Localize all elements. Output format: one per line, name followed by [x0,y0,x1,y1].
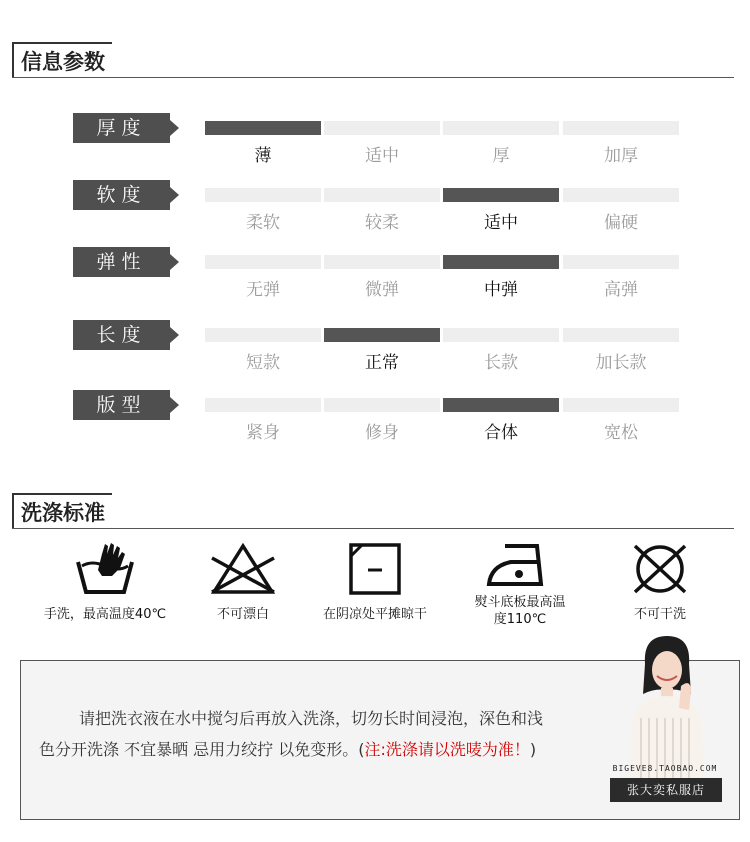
param-option-bar [324,398,440,412]
param-option [563,398,679,448]
param-option [205,398,321,448]
param-row-softness [73,180,683,240]
param-option-bar [563,188,679,202]
wash-note-line2-text: 色分开洗涤 不宜暴晒 忌用力绞拧 以免变形。( [39,740,365,759]
care-item-no-dry-clean [590,540,730,623]
care-label: 不可漂白 [216,607,269,622]
hand-wash-icon [74,540,136,598]
no-bleach-icon [208,540,278,598]
wash-note-line1: 请把洗衣液在水中搅匀后再放入洗涤，切勿长时间浸泡，深色和浅 [79,709,544,728]
param-option-label: 适中 [365,146,399,166]
param-option-label: 修身 [365,423,399,443]
param-option-bar [443,121,559,135]
param-option [324,188,440,238]
param-option-bar [205,328,321,342]
param-option-bar [443,255,559,269]
param-option-label: 紧身 [246,423,280,443]
shop-name-badge: 张大奕私服店 [610,778,722,802]
info-section-header [12,42,734,78]
param-option-label: 合体 [484,423,518,443]
param-option-label: 高弹 [604,280,638,300]
param-label: 长度 [73,320,170,350]
param-row-length [73,320,683,380]
care-item-no-bleach [173,540,313,623]
param-option [324,328,440,378]
wash-note-text [39,703,619,765]
param-option-label: 柔软 [246,213,280,233]
param-option-label: 微弹 [365,280,399,300]
param-option-bar [563,398,679,412]
param-option [443,398,559,448]
info-section-title: 信息参数 [12,42,112,78]
param-option-bar [324,121,440,135]
param-option [443,328,559,378]
param-option [563,255,679,305]
shop-url: BIGEVE8.TAOBAO.COM [612,764,718,773]
param-option [324,398,440,448]
param-option [205,328,321,378]
param-option-label: 正常 [365,353,399,373]
wash-note-closing: ) [529,740,537,759]
param-option-label: 厚 [492,146,510,166]
param-option [205,255,321,305]
param-option [443,255,559,305]
param-option [205,188,321,238]
param-row-fit [73,390,683,450]
param-option-label: 加厚 [604,146,638,166]
care-item-dry-flat [305,540,445,623]
param-option-bar [563,328,679,342]
param-option-bar [443,188,559,202]
wash-note-warning: 注:洗涤请以洗唛为准！ [364,740,530,759]
param-option-bar [324,255,440,269]
param-row-elasticity [73,247,683,307]
param-option-label: 长款 [484,353,518,373]
section-divider [12,77,734,78]
param-option-bar [205,121,321,135]
param-option-bar [443,328,559,342]
param-option-bar [205,398,321,412]
wash-section-header [12,493,734,529]
param-option-bar [563,255,679,269]
param-row-thickness [73,113,683,173]
param-label: 弹性 [73,247,170,277]
param-option [324,255,440,305]
care-item-iron [450,540,590,628]
wash-note-line2 [39,734,619,765]
care-item-hand-wash [35,540,175,623]
param-label: 版型 [73,390,170,420]
param-option-bar [324,328,440,342]
param-option-bar [324,188,440,202]
section-divider [12,528,734,529]
care-label: 在阴凉处平摊晾干 [322,607,427,622]
param-option-bar [205,255,321,269]
param-option [563,121,679,171]
param-option-label: 较柔 [365,213,399,233]
param-option-label: 中弹 [484,280,518,300]
param-label: 厚度 [73,113,170,143]
param-option-label: 薄 [254,146,272,166]
wash-section-title: 洗涤标准 [12,493,112,529]
param-option-label: 无弹 [246,280,280,300]
care-label: 手洗，最高温度40℃ [43,607,167,622]
param-option-label: 偏硬 [604,213,638,233]
care-label: 熨斗底板最高温 度110℃ [474,595,566,627]
iron-icon [485,540,555,588]
param-label: 软度 [73,180,170,210]
param-option-bar [443,398,559,412]
param-option [443,188,559,238]
param-option [324,121,440,171]
param-option-label: 宽松 [604,423,638,443]
param-option-label: 短款 [246,353,280,373]
param-option-label: 适中 [484,213,518,233]
param-option-label: 加长款 [595,353,647,373]
param-option-bar [563,121,679,135]
param-option [563,328,679,378]
no-dry-clean-icon [629,540,691,598]
dry-flat-shade-icon [346,540,404,598]
param-option [443,121,559,171]
param-option [205,121,321,171]
param-option-bar [205,188,321,202]
param-option [563,188,679,238]
care-label: 不可干洗 [633,607,686,622]
